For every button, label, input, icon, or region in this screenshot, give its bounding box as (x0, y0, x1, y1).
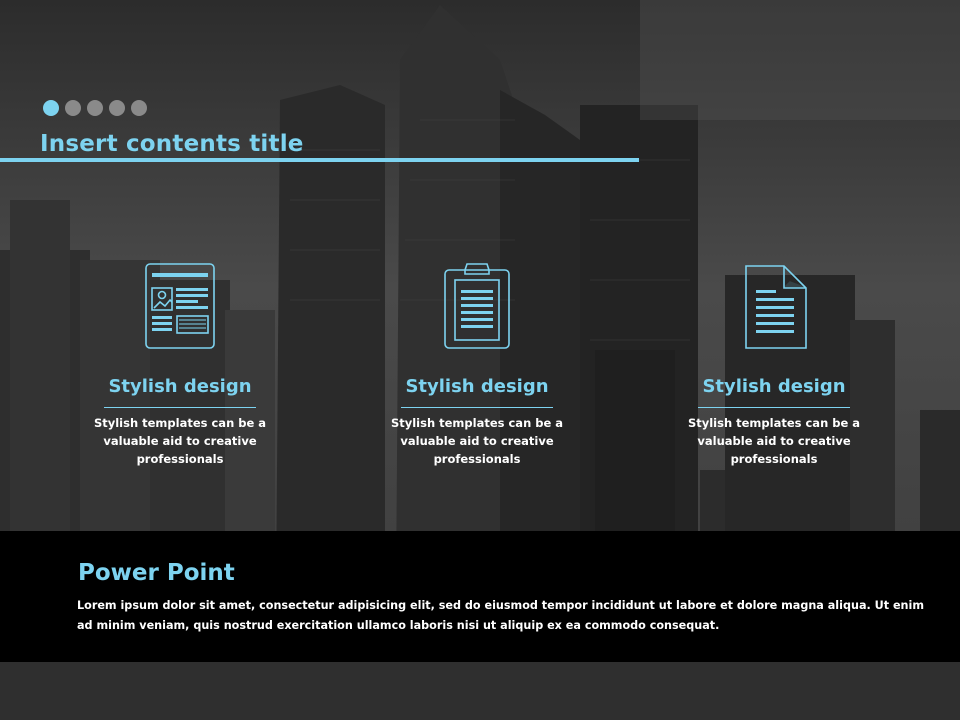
feature-card-1 (80, 262, 280, 468)
pagination-dots (43, 100, 147, 116)
pagination-dot-5[interactable] (131, 100, 147, 116)
feature-description: Stylish templates can be a valuable aid to creative professionals (390, 416, 564, 466)
feature-divider (401, 407, 553, 408)
feature-divider (698, 407, 850, 408)
title-underline (0, 158, 639, 162)
feature-description: Stylish templates can be a valuable aid to creative professionals (93, 416, 267, 466)
document-icon (738, 262, 810, 352)
feature-title: Stylish design (405, 376, 549, 397)
feature-divider (104, 407, 256, 408)
clipboard-icon (441, 262, 513, 352)
pagination-dot-1[interactable] (43, 100, 59, 116)
pagination-dot-4[interactable] (109, 100, 125, 116)
feature-title: Stylish design (702, 376, 846, 397)
feature-card-3 (674, 262, 874, 468)
footer-text: Lorem ipsum dolor sit amet, consectetur adipisicing elit, sed do eiusmod tempor incididunt ut labore et dolore magna aliqua. Ut enim ad minim veniam, quis nostrud exercitation ullamco laboris nisi ut aliquip ex ea commodo consequat. (77, 599, 925, 632)
feature-title: Stylish design (108, 376, 252, 397)
pagination-dot-3[interactable] (87, 100, 103, 116)
feature-description: Stylish templates can be a valuable aid to creative professionals (687, 416, 861, 466)
pagination-dot-2[interactable] (65, 100, 81, 116)
footer-title: Power Point (78, 560, 235, 586)
feature-card-2 (377, 262, 577, 468)
page-title: Insert contents title (40, 131, 304, 157)
newspaper-icon (144, 262, 216, 352)
